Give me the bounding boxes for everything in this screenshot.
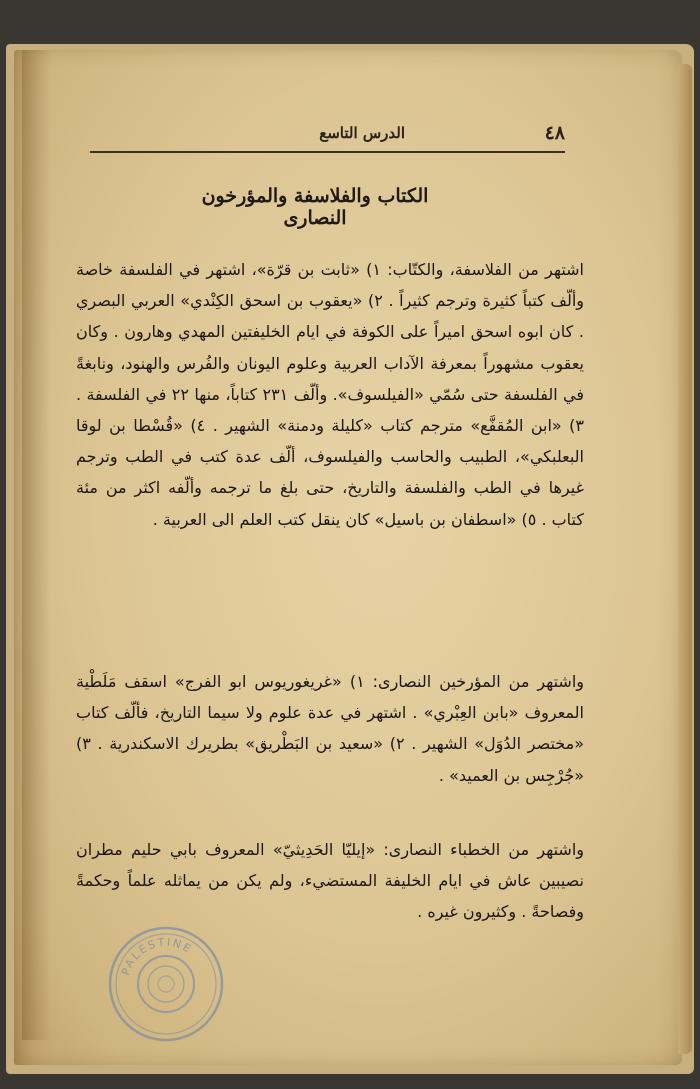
paragraph-philosophers: اشتهر من الفلاسفة، والكتّاب: ١) «ثابت بن قرّة»، اشتهر في الفلسفة خاصة وألّف كتباً كثيرة وترجم كثيراً . ٢) «يعقوب بن اسحق الكِنْدي» العربي البصري . كان ابوه اسحق اميراً على الكوفة في ايام الخليفتين المهدي وهارون . وكان يعقوب مشهوراً بمعرفة الآداب العربية وعلوم اليونان والفُرس والهنود، ونابغةً في الفلسفة حتى سُمّي «الفيلسوف». وألّف ٢٣١ كتاباً، منها ٢٢ في الفلسفة . ٣) «ابن المُقفَّع» مترجم كتاب «كليلة ودمنة» الشهير . ٤) «قُسْطا بن لوقا البعلبكي»، الطبيب والحاسب والفيلسوف، ألّف عدة كتب في الطب وترجم غيرها في الطب والفلسفة والتاريخ، حتى بلغ ما ترجمه وألّفه اكثر من مئة كتاب . ٥) «اسطفان بن باسيل» كان ينقل كتب العلم الى العربية . [76,260,585,529]
page-number: ٤٨ [544,122,565,144]
page-header [90,122,565,150]
svg-text:PALESTINE: PALESTINE [119,935,195,977]
binding-shadow [22,50,52,1040]
header-rule [90,151,565,153]
page-edge [678,64,692,1054]
paragraph-historians: واشتهر من المؤرخين النصارى: ١) «غريغوريوس ابو الفرج» اسقف مَلَطْية المعروف «بابن العِبْري» . اشتهر في عدة علوم ولا سيما التاريخ، فألّف كتاب «مختصر الدُوَل» الشهير . ٢) «سعيد بن البَطْريق» بطريرك الاسكندرية . ٣) «جُرْجِس بن العميد» . [76,672,585,785]
running-head: الدرس التاسع [319,124,405,142]
library-stamp-icon [106,924,226,1044]
section-title: الكتاب والفلاسفة والمؤرخون النصارى [201,185,429,229]
paragraph-orators: واشتهر من الخطباء النصارى: «إيليّا الحَدِيثيّ» المعروف بابي حليم مطران نصيبين عاش في ايام الخليفة المستضيء، ولم يكن من يماثله علماً وحكمةً وفصاحةً . وكثيرون غيره . [76,840,584,922]
